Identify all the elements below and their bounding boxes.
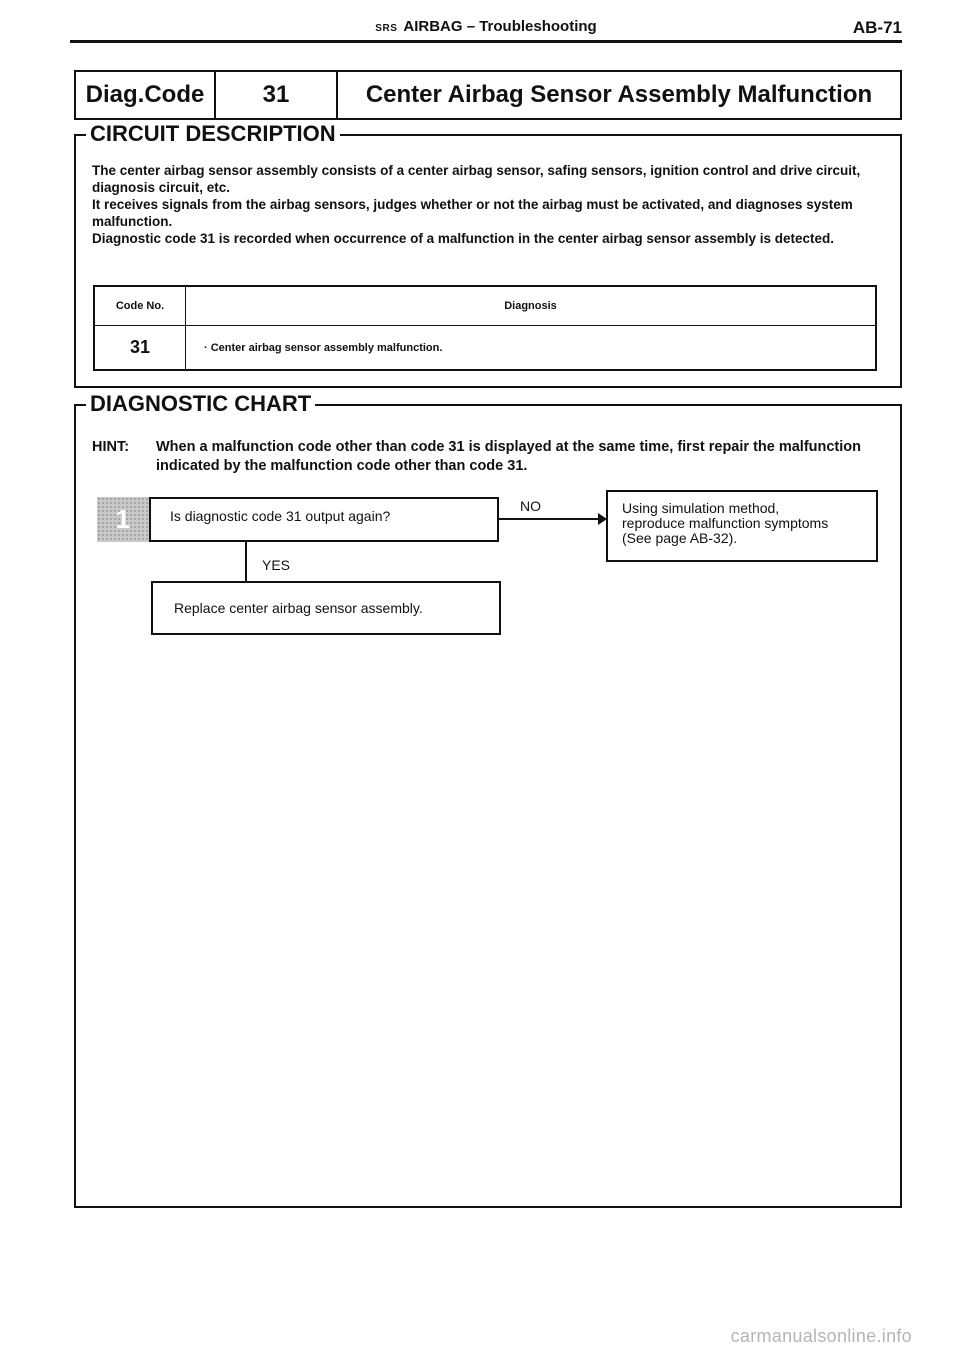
yes-branch-label: YES [262,557,291,573]
no-result-line: (See page AB-32). [622,530,738,546]
diag-code-title: Center Airbag Sensor Assembly Malfunction [365,81,873,108]
yes-result-text: Replace center airbag sensor assembly. [174,600,423,616]
table-cell-code: 31 [95,326,186,369]
hint-note [92,438,902,476]
no-result-line: reproduce malfunction symptoms [622,515,829,531]
no-result-line: Using simulation method, [622,500,780,516]
header-prefix: SRS [375,23,398,34]
header-section: AIRBAG – Troubleshooting [403,18,597,35]
yes-result-box [151,581,501,635]
watermark: carmanualsonline.info [730,1326,912,1346]
header-rule [70,40,902,43]
circuit-paragraph: Diagnostic code 31 is recorded when occurrence of a malfunction in the center airbag sensor assembly is detected. [92,231,834,246]
hint-label: HINT: [92,439,130,455]
circuit-paragraph: It receives signals from the airbag sensors, judges whether or not the airbag must be activated, and diagnoses system malfunction. [92,197,853,229]
no-result-box [606,490,878,562]
circuit-paragraph: The center airbag sensor assembly consists of a center airbag sensor, safing sensors, ignition control and drive circuit, diagnosis circuit, etc. [92,163,861,195]
table-row [95,326,875,369]
column-header-diagnosis: Diagnosis [504,300,557,312]
table-cell-diagnosis: · Center airbag sensor assembly malfunction. [204,341,443,354]
step-question: Is diagnostic code 31 output again? [170,508,391,524]
diagnosis-table [93,285,877,371]
table-header-row [95,287,875,326]
diagnostic-chart-heading: DIAGNOSTIC CHART [86,392,315,416]
page-number: AB-71 [852,18,902,37]
header-title [70,18,902,35]
step-number-badge: 1 [97,497,151,542]
diag-code-title-bar [74,70,902,120]
circuit-description-text [92,162,892,247]
hint-text: When a malfunction code other than code 31 is displayed at the same time, first repair the malfunction indicated by the malfunction code other than code 31. [156,439,862,474]
running-header [70,18,902,40]
yes-branch-line [245,542,247,582]
column-header-code: Code No. [95,287,186,325]
no-branch-label: NO [520,498,541,514]
diag-code-label: Diag.Code [76,72,216,118]
diag-code-number: 31 [216,72,338,118]
circuit-description-heading: CIRCUIT DESCRIPTION [86,122,340,146]
no-branch-line [499,518,605,520]
